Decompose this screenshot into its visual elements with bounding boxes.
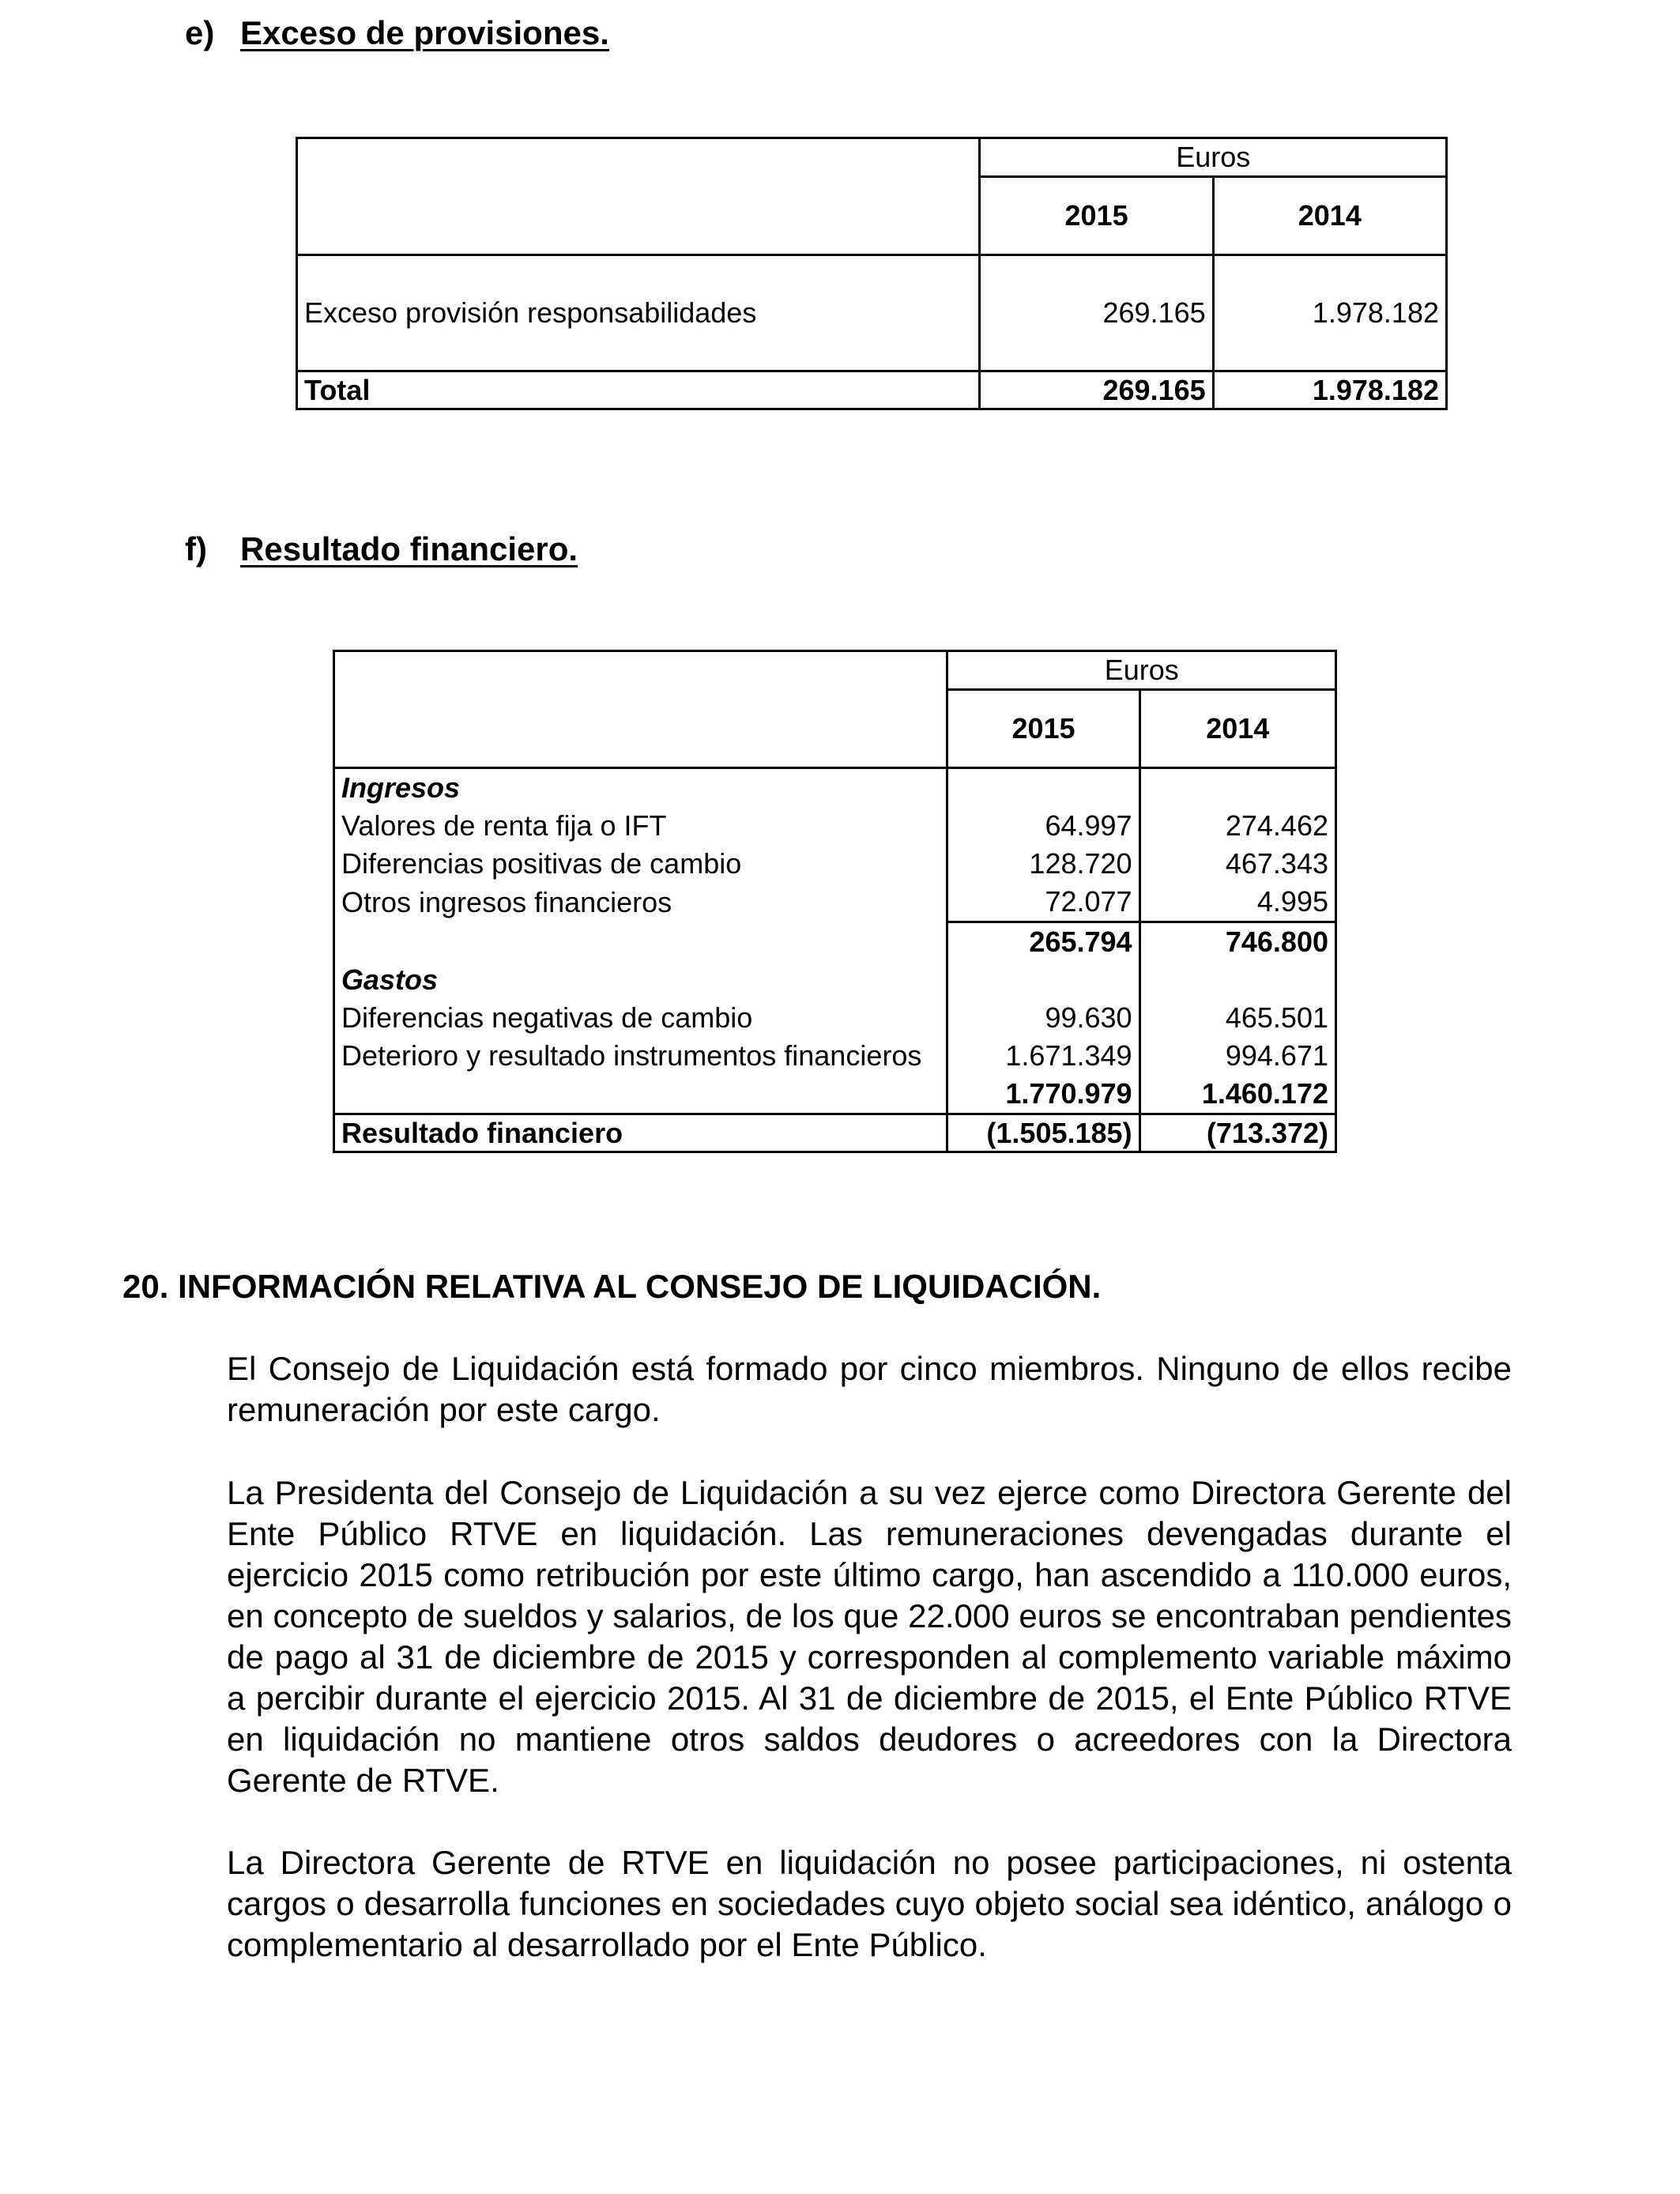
gastos-subtotal-2015: 1.770.979 bbox=[947, 1075, 1139, 1114]
section-20-title: 20. INFORMACIÓN RELATIVA AL CONSEJO DE LIQUIDACIÓN. bbox=[122, 1268, 1102, 1305]
ingresos-group-row bbox=[334, 768, 1336, 808]
year-2015-header: 2015 bbox=[980, 177, 1213, 255]
year-2014-header: 2014 bbox=[1139, 690, 1335, 768]
year-2015-header: 2015 bbox=[947, 690, 1139, 768]
row-label: Diferencias positivas de cambio bbox=[341, 847, 742, 880]
table-row bbox=[334, 845, 1336, 883]
ingresos-subtotal-2015: 265.794 bbox=[947, 922, 1139, 962]
row-label: Deterioro y resultado instrumentos financieros bbox=[341, 1039, 922, 1072]
result-2014: (713.372) bbox=[1139, 1114, 1335, 1152]
section-f-marker: f) bbox=[185, 530, 207, 567]
value-2014: 467.343 bbox=[1139, 845, 1335, 883]
result-2015: (1.505.185) bbox=[947, 1114, 1139, 1152]
value-2014: 4.995 bbox=[1139, 883, 1335, 922]
gastos-group-row bbox=[334, 961, 1336, 999]
excess-provisions-table bbox=[296, 137, 1448, 410]
paragraph-1: El Consejo de Liquidación está formado por cinco miembros. Ninguno de ellos recibe remuneración por este cargo. bbox=[227, 1350, 1512, 1428]
table-row bbox=[334, 1037, 1336, 1075]
section-e-marker: e) bbox=[185, 14, 215, 51]
gastos-subtotal-2014: 1.460.172 bbox=[1139, 1075, 1335, 1114]
paragraph-3: La Directora Gerente de RTVE en liquidación no posee participaciones, ni ostenta cargos o desarrolla funciones en sociedades cuyo objeto social sea idéntico, análogo o complementario al desarrollado por el Ente Público. bbox=[227, 1844, 1512, 1963]
ingresos-subtotal-row bbox=[334, 922, 1336, 962]
table-row bbox=[334, 883, 1336, 922]
total-2014: 1.978.182 bbox=[1213, 371, 1446, 409]
value-2015: 1.671.349 bbox=[947, 1037, 1139, 1075]
value-2015: 72.077 bbox=[947, 883, 1139, 922]
value-2015: 64.997 bbox=[947, 807, 1139, 845]
row-label: Diferencias negativas de cambio bbox=[341, 1001, 753, 1034]
row-label: Exceso provisión responsabilidades bbox=[304, 296, 757, 329]
value-2015: 128.720 bbox=[947, 845, 1139, 883]
section-e-heading bbox=[185, 14, 609, 52]
value-2015: 99.630 bbox=[947, 999, 1139, 1037]
result-label: Resultado financiero bbox=[334, 1114, 947, 1152]
financial-result-table bbox=[333, 650, 1337, 1153]
total-row bbox=[297, 371, 1447, 409]
gastos-subtotal-row bbox=[334, 1075, 1336, 1114]
year-2014-header: 2014 bbox=[1213, 177, 1446, 255]
total-label: Total bbox=[297, 371, 980, 409]
section-f-heading bbox=[185, 530, 578, 568]
ingresos-label: Ingresos bbox=[341, 771, 461, 804]
section-e-title: Exceso de provisiones. bbox=[240, 14, 609, 51]
row-label: Valores de renta fija o IFT bbox=[341, 809, 667, 842]
value-2014: 274.462 bbox=[1139, 807, 1335, 845]
value-2014: 994.671 bbox=[1139, 1037, 1335, 1075]
value-2015: 269.165 bbox=[980, 255, 1213, 371]
ingresos-subtotal-2014: 746.800 bbox=[1139, 922, 1335, 962]
result-row bbox=[334, 1114, 1336, 1152]
table-row bbox=[297, 255, 1447, 371]
gastos-label: Gastos bbox=[341, 963, 439, 996]
table-corner-blank bbox=[297, 138, 980, 255]
value-2014: 1.978.182 bbox=[1213, 255, 1446, 371]
section-f-title: Resultado financiero. bbox=[240, 530, 578, 567]
total-2015: 269.165 bbox=[980, 371, 1213, 409]
unit-header: Euros bbox=[980, 138, 1447, 177]
row-label: Otros ingresos financieros bbox=[341, 885, 672, 918]
table-row bbox=[334, 807, 1336, 845]
unit-header: Euros bbox=[947, 651, 1336, 690]
value-2014: 465.501 bbox=[1139, 999, 1335, 1037]
table-row bbox=[334, 999, 1336, 1037]
table-corner-blank bbox=[334, 651, 947, 768]
paragraph-2: La Presidenta del Consejo de Liquidación a su vez ejerce como Directora Gerente del Ente Público RTVE en liquidación. Las remuneraciones devengadas durante el ejercicio 2015 como retribución por este último cargo, han ascendido a 110.000 euros, en concepto de sueldos y salarios, de los que 22.000 euros se encontraban pendientes de pago al 31 de diciembre de 2015 y corresponden al complemento variable máximo a percibir durante el ejercicio 2015. Al 31 de diciembre de 2015, el Ente Público RTVE en liquidación no mantiene otros saldos deudores o acreedores con la Directora Gerente de RTVE. bbox=[227, 1474, 1512, 1799]
